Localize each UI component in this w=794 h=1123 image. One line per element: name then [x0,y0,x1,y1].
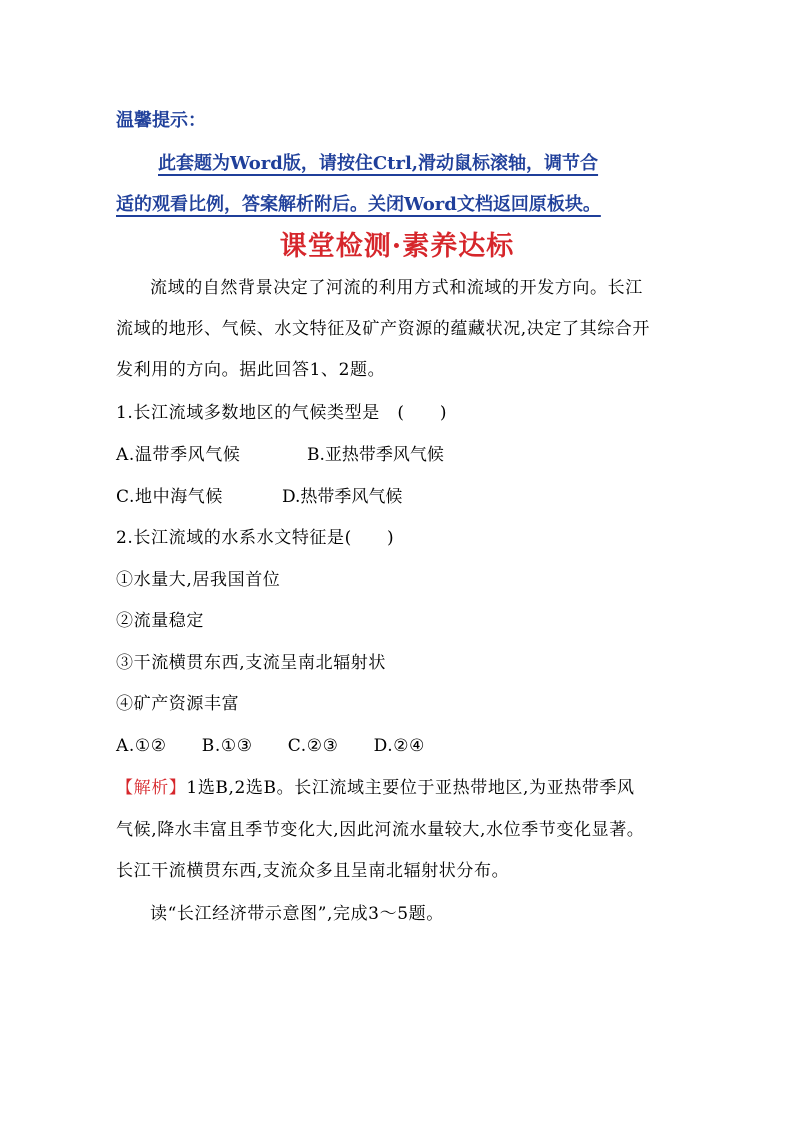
question-2-options: A.①② B.①③ C.②③ D.②④ [116,736,425,756]
question-1-option-a: A.温带季风气候 [116,445,241,465]
intro-line-2: 流域的地形、气候、水文特征及矿产资源的蕴藏状况,决定了其综合开 [116,319,651,339]
intro-line-3: 发利用的方向。据此回答1、2题。 [116,360,386,380]
notice-line-1: 此套题为Word版，请按住Ctrl,滑动鼠标滚轴，调节合 [158,153,599,174]
question-2-item-1: ①水量大,居我国首位 [116,570,281,590]
question-2-stem: 2.长江流域的水系水文特征是( ) [116,528,395,548]
section-heading: 课堂检测·素养达标 [279,231,515,262]
question-2-item-3: ③干流横贯东西,支流呈南北辐射状 [116,653,387,673]
notice-line-2: 适的观看比例，答案解析附后。关闭Word文档返回原板块。 [116,194,601,215]
intro-line-1: 流域的自然背景决定了河流的利用方式和流域的开发方向。长江 [150,278,643,298]
question-1-option-d: D.热带季风气候 [282,487,403,507]
question-2-item-4: ④矿产资源丰富 [116,694,240,714]
analysis-line-3: 长江干流横贯东西,支流众多且呈南北辐射状分布。 [116,861,510,881]
notice-title: 温馨提示： [116,110,206,131]
analysis-line-1 [116,773,635,798]
question-1-stem: 1.长江流域多数地区的气候类型是 ( ) [116,403,448,423]
analysis-line-2: 气候,降水丰富且季节变化大,因此河流水量较大,水位季节变化显著。 [116,820,645,840]
question-2-item-2: ②流量稳定 [116,611,204,631]
question-1-option-c: C.地中海气候 [116,487,224,507]
question-1-option-b: B.亚热带季风气候 [307,445,444,465]
analysis-tag: 【解析】 [116,778,187,798]
next-intro: 读“长江经济带示意图”,完成3～5题。 [150,904,444,924]
analysis-text-1: 1选B,2选B。长江流域主要位于亚热带地区,为亚热带季风 [186,778,635,798]
